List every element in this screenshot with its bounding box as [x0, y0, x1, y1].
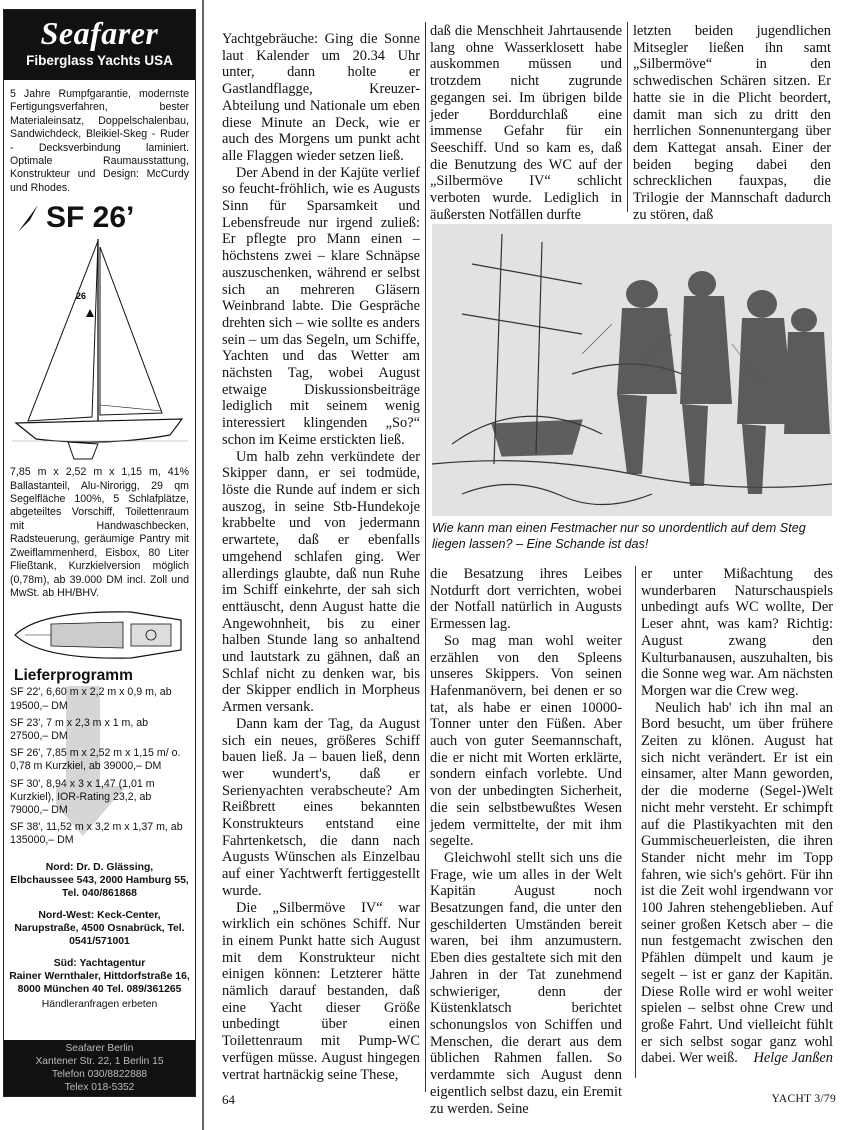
- ad-model-heading: [4, 201, 195, 235]
- ad-header: [4, 10, 195, 80]
- article-paragraph: Yachtgebräuche: Ging die Sonne laut Kalender um 20.34 Uhr unter, dann holte er Gastlandflagge, Kreuzer-Abteilung und Nationale um eben diese Minute an Deck, wie er auch des Morgens um punkt acht alle Flaggen wieder setzen ließ.: [222, 31, 420, 164]
- ad-contact-footer: Seafarer Berlin Xantener Str. 22, 1 Berlin 15 Telefon 030/8822888 Telex 018-5352: [4, 1040, 195, 1096]
- sail-logo-icon: [16, 203, 42, 233]
- ad-brand-subtitle: Fiberglass Yachts USA: [26, 53, 173, 68]
- ad-intro-text: 5 Jahre Rumpfgarantie, modernste Fertigungsverfahren, bester Materialeinsatz, Doppelschalenbau, Sandwichdeck, Bleikiel-Skeg - Ruder - Decksverbindung laminiert. Optimale Raumausstattung, Konstrukteur und Design: McCurdy und Rhodes.: [10, 88, 189, 194]
- ad-model-item: SF 23', 7 m x 2,3 m x 1 m, ab 27500,– DM: [10, 716, 149, 742]
- column-divider: [425, 22, 426, 1092]
- ad-agent-northwest: Nord-West: Keck-Center, Narupstraße, 4500 Osnabrück, Tel. 0541/571001: [14, 909, 185, 947]
- sailors-on-dock-illustration-icon: [432, 224, 832, 516]
- ad-model-item: SF 22', 6,60 m x 2,2 m x 0,9 m, ab 19500,– DM: [10, 686, 172, 712]
- page-number: 64: [222, 1092, 235, 1107]
- illustration-caption: Wie kann man einen Festmacher nur so unordentlich auf dem Steg liegen lassen? – Eine Schande ist das!: [432, 521, 806, 551]
- article-paragraph: Neulich hab' ich ihn mal an Bord besucht, um über frühere Zeiten zu klönen. August hat sich nicht verändert. Er ist ein einsamer, alter Mann geworden, der die moderne (Segel-)Welt nicht mehr versteht. Er schimpft auf die Plastikyachten mit den Gummischeuerleisten, die ihren Stander nicht mehr im Topp fahren, wie sich's gehört. Für ihn ist die Zeit wohl irgendwann vor 100 Jahren stehengeblieben. Auf seiner großen Ketsch aber – die nun festgemacht zwischen den Pfählen dümpelt und kaum je segelt – ist er ganz der Kapitän. Diese Rolle wird er wohl weiter spielen – selbst ohne Crew und große Fahrt. Und vielleicht fühlt er sich selbst sogar ganz wohl dabei. Wer weiß. Helge Janßen: [641, 699, 833, 1067]
- page-gutter-line: [202, 0, 204, 1130]
- article-column-2-top: [430, 23, 622, 223]
- journal-reference: YACHT 3/79: [771, 1093, 836, 1105]
- svg-text:26: 26: [75, 291, 86, 302]
- ad-specifications: 7,85 m x 2,52 m x 1,15 m, 41% Ballastanteil, Alu-Nirorigg, 29 qm Segelfläche 100%, 5 Schlafplätze, abgeteiltes Vorschiff, Toilettenraum mit Handwaschbecken, Radsteuerung, geräumige Pantry mit Zweiflammenherd, Eisbox, 80 Liter Fließtank, Kurzkielversion möglich (0,78m), ab 39.000 DM incl. Zoll und MwSt. ab HH/BHV.: [10, 466, 189, 599]
- article-column-2-bottom: [430, 566, 622, 1117]
- article-paragraph: daß die Menschheit Jahrtausende lang ohne Wasserklosett habe auskommen müssen und trotzdem nicht zugrunde gegangen sei. Im übrigen bilde jeder Borddurchlaß eine immense Gefahr für ein Seeschiff. Und so kam es, daß die Benutzung des WC auf der „Silbermöve IV“ schlicht verboten wurde. Lediglich in äußersten Notfällen durfte: [430, 23, 622, 223]
- ad-model-list: [4, 686, 195, 851]
- column-divider: [635, 566, 636, 1078]
- article-paragraph: So mag man wohl weiter erzählen von den Spleens unseres Skippers. Von seinen Hafenmanövern, bei denen er so tat, als habe er einen 10000-Tonner unter den Füßen. Aber auch von guter Seemannschaft, die er nicht mit Worten erklärte, sondern einfach vorlebte. Und von der unbedingten Sicherheit, die sein selbstbewußtes Wesen jedem vermittelte, der mit ihm segelte.: [430, 632, 622, 850]
- article-paragraph: er unter Mißachtung des wunderbaren Naturschauspiels unbedingt aufs WC wollte, Der Leser ahnt, was kam? Richtig: August zwang den Kulturbanausen, auszuhalten, bis die Sonne weg war. Am nächsten Morgen war die Crew weg.: [641, 566, 833, 699]
- ad-dealer-note: Händleranfragen erbeten: [41, 998, 158, 1010]
- article-paragraph: Die „Silbermöve IV“ war wirklich ein schönes Schiff. Nur in einem Punkt hatte sich August mit dem Konstrukteur nicht einigen können: Letzterer hätte nämlich darauf bestanden, daß eine Yacht dieser Größe unbedingt über einen Toilettenraum mit Pump-WC verfügen müsse. August hingegen vertrat hartnäckig seine These,: [222, 899, 420, 1083]
- ad-model-item: SF 30', 8,94 x 3 x 1,47 (1,01 m Kurzkiel), IOR-Rating 23,2, ab 79000,– DM: [10, 777, 155, 816]
- seafarer-advertisement: [3, 9, 196, 1097]
- ad-agent-north: Nord: Dr. D. Glässing, Elbchaussee 543, 2000 Hamburg 55, Tel. 040/861868: [10, 861, 189, 899]
- article-paragraph: Dann kam der Tag, da August sich ein neues, größeres Schiff bauen ließ. Ja – bauen ließ, denn wer wundert's, daß er Serienyachten verabscheute? Am Reißbrett eines bekannten Konstrukteurs entstand eine Fahrtenketsch, die dann nach Augusts Wünschen als Einzelbau auf einer Yachtwerft fertiggestellt wurde.: [222, 715, 420, 899]
- ad-model-item: SF 38', 11,52 m x 3,2 m x 1,37 m, ab 135000,– DM: [10, 821, 183, 847]
- article-paragraph: Gleichwohl stellt sich uns die Frage, wie um alles in der Welt Kapitän August noch Besatzungen fand, die unter den geschilderten Umständen bereit waren, bei ihm anzumustern. Eben dies gestaltete sich mit den Jahren in der Tat zunehmend schwieriger, denn der Küstenklatsch berichtet schonungslos von Schiffen und Menschen, die derart aus dem üblichen Rahmen fallen. So verdammte sich August denn eigentlich selbst dazu, ein Eremit zu werden. Seine: [430, 849, 622, 1117]
- article-paragraph: letzten beiden jugendlichen Mitsegler ließen ihn samt „Silbermöve“ in den schwedischen Schären sitzen. Er hatte sie in die Plicht beordert, damit man sich zu dritt den herrlichen Sonnenuntergang über dem Kattegat ansah. Einer der beiden beging dabei den schrecklichen fauxpas, die Trilogie der Mannschaft dadurch zu stören, daß: [633, 23, 831, 223]
- article-paragraph: Der Abend in der Kajüte verlief so feucht-fröhlich, wie es Augusts Sinn für Sparsamkeit und Lebensfreude nur irgend zuließ: Er pflegte pro Mann einen – höchstens zwei – klare Schnäpse auszuschenken, während er selbst sich an mehreren Gläsern Weinbrand labte. Die Gespräche drehten sich – wie sollte es anders sein – um das Segeln, um Schiffe, Yachten und das Wetter am nächsten Tag, wobei August etwaige Diskussionsbeiträge lediglich mit seinem wenig interessiert klingenden „So?“ schon im Keime erstickten ließ.: [222, 164, 420, 448]
- ad-agent-south: Süd: Yachtagentur Rainer Wernthaler, Hittdorfstraße 16, 8000 München 40 Tel. 089/361265: [9, 957, 190, 995]
- ad-model-name: SF 26’: [46, 201, 135, 235]
- ad-program-title: Lieferprogramm: [14, 667, 133, 685]
- sailboat-drawing-icon: [12, 235, 188, 460]
- ad-brand-logo: Seafarer: [40, 15, 159, 51]
- ad-model-item: SF 26', 7,85 m x 2,52 m x 1,15 m/ o. 0,78 m Kurzkiel, ab 39000,– DM: [10, 747, 181, 773]
- deck-plan-drawing-icon: [11, 606, 189, 664]
- article-column-1: [222, 31, 420, 1083]
- article-column-3-bottom: [641, 566, 833, 1067]
- column-divider: [627, 22, 628, 212]
- article-paragraph: Um halb zehn verkündete der Skipper dann, er sei todmüde, löste die Runde auf indem er sich auszog, in seine Stb-Hundekoje krabbelte und von jedermann erwartete, daß er ebenfalls umgehend schlafen ging. Wer allerdings glaubte, daß nun Ruhe im Schiff einkehrte, der sah sich enttäuscht, denn August hatte die Angewohnheit, bis zu einer halben Stunde lang so anhaltend und lautstark zu gähnen, daß an Schlaf nicht zu denken war, bis der Skipper endlich in Morpheus Armen versank.: [222, 448, 420, 716]
- article-paragraph: die Besatzung ihres Leibes Notdurft dort verrichten, wobei der Notfall natürlich in Augusts Ermessen lag.: [430, 566, 622, 633]
- article-column-3-top: [633, 23, 831, 223]
- illustration: [432, 224, 832, 516]
- author-signature: Helge Janßen: [753, 1050, 833, 1067]
